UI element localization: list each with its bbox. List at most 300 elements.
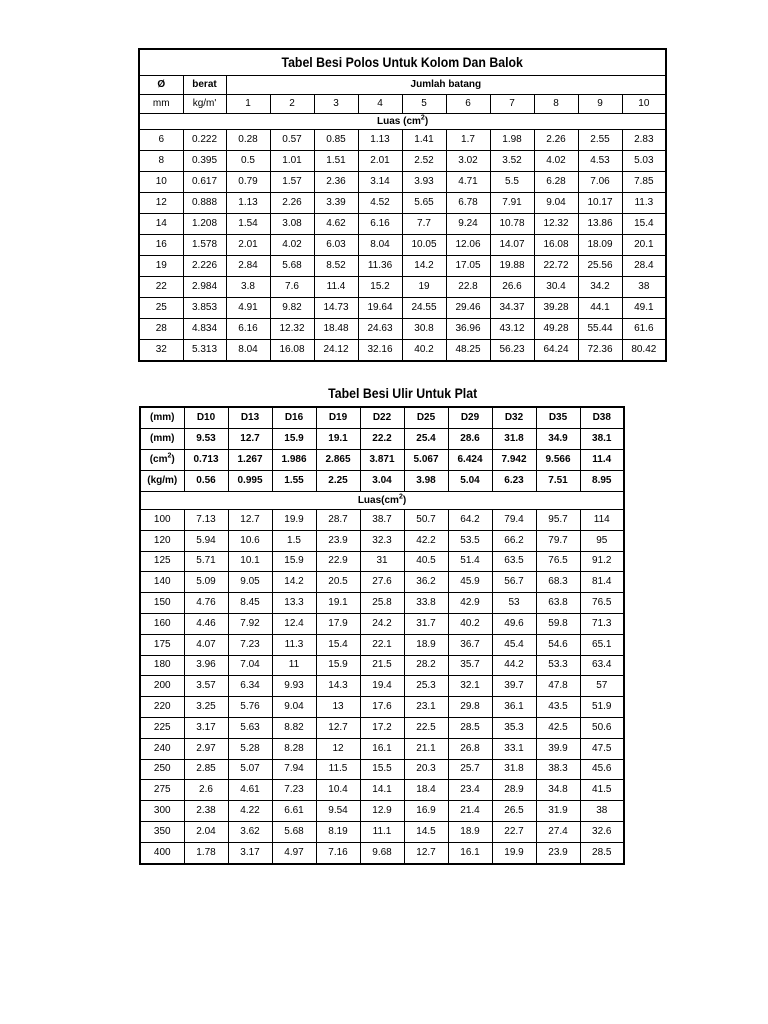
area-cell: 34.37: [490, 298, 534, 319]
area-cell: 23.4: [448, 780, 492, 801]
area-cell: 8.45: [228, 593, 272, 614]
area-cell: 24.55: [402, 298, 446, 319]
area-cell: 12.9: [360, 801, 404, 822]
area-cell: 4.52: [358, 193, 402, 214]
property-row: [140, 429, 624, 450]
area-cell: 3.08: [270, 214, 314, 235]
plain-bar-table: [138, 48, 667, 362]
property-value: D13: [228, 407, 272, 429]
table-row: [139, 256, 666, 277]
area-cell: 19.1: [316, 593, 360, 614]
area-cell: 7.13: [184, 510, 228, 531]
area-cell: 5.07: [228, 759, 272, 780]
area-cell: 3.14: [358, 172, 402, 193]
table-row: [140, 655, 624, 676]
area-cell: 15.9: [272, 551, 316, 572]
area-cell: 3.57: [184, 676, 228, 697]
table2-title: [138, 385, 667, 401]
area-cell: 7.23: [272, 780, 316, 801]
area-cell: 3.39: [314, 193, 358, 214]
area-cell: 6.34: [228, 676, 272, 697]
diameter-cell: 22: [139, 277, 183, 298]
diameter-cell: 8: [139, 151, 183, 172]
table1-title: Tabel Besi Polos Untuk Kolom Dan Balok: [281, 54, 524, 70]
area-label-text: Luas(cm: [357, 494, 399, 506]
table-row: [140, 676, 624, 697]
area-cell: 5.68: [270, 256, 314, 277]
area-cell: 45.4: [492, 634, 536, 655]
table-row: [139, 151, 666, 172]
area-cell: 57: [580, 676, 624, 697]
spacing-cell: 400: [140, 842, 184, 863]
area-cell: 38.3: [536, 759, 580, 780]
area-cell: 2.84: [226, 256, 270, 277]
area-label-row: [140, 492, 624, 510]
area-cell: 21.4: [448, 801, 492, 822]
area-cell: 10.1: [228, 551, 272, 572]
area-cell: 25.56: [578, 256, 622, 277]
area-cell: 28.4: [622, 256, 666, 277]
area-cell: 14.5: [404, 821, 448, 842]
area-cell: 63.8: [536, 593, 580, 614]
weight-cell: 2.984: [183, 277, 226, 298]
area-cell: 1.57: [270, 172, 314, 193]
area-label-close: ): [402, 494, 407, 506]
area-cell: 27.4: [536, 821, 580, 842]
area-cell: 29.46: [446, 298, 490, 319]
property-value: 3.98: [404, 471, 448, 492]
area-cell: 17.6: [360, 697, 404, 718]
property-value: 3.04: [360, 471, 404, 492]
area-cell: 7.92: [228, 613, 272, 634]
area-cell: 15.4: [622, 214, 666, 235]
area-cell: 19.9: [492, 842, 536, 863]
spacing-cell: 125: [140, 551, 184, 572]
area-cell: 22.5: [404, 717, 448, 738]
area-cell: 5.63: [228, 717, 272, 738]
area-cell: 33.1: [492, 738, 536, 759]
area-cell: 0.28: [226, 130, 270, 151]
area-cell: 19.88: [490, 256, 534, 277]
area-cell: 39.28: [534, 298, 578, 319]
diameter-cell: 19: [139, 256, 183, 277]
area-cell: 51.9: [580, 697, 624, 718]
property-value: 9.566: [536, 450, 580, 471]
table-row: [140, 551, 624, 572]
spacing-cell: 300: [140, 801, 184, 822]
area-cell: 15.5: [360, 759, 404, 780]
area-cell: 56.23: [490, 340, 534, 362]
property-row: [140, 450, 624, 471]
area-cell: 76.5: [536, 551, 580, 572]
table-row: [140, 572, 624, 593]
area-cell: 17.05: [446, 256, 490, 277]
property-value: 8.95: [580, 471, 624, 492]
area-cell: 2.97: [184, 738, 228, 759]
area-cell: 4.91: [226, 298, 270, 319]
area-cell: 3.02: [446, 151, 490, 172]
area-cell: 12.4: [272, 613, 316, 634]
deformed-bar-table: [139, 406, 625, 865]
property-value: D32: [492, 407, 536, 429]
spacing-cell: 140: [140, 572, 184, 593]
property-value: 9.53: [184, 429, 228, 450]
weight-cell: 3.853: [183, 298, 226, 319]
table-row: [139, 130, 666, 151]
property-value: 5.04: [448, 471, 492, 492]
property-label-text: (kg/m): [147, 475, 178, 486]
area-cell: 6.03: [314, 235, 358, 256]
weight-cell: 2.226: [183, 256, 226, 277]
area-cell: 1.98: [490, 130, 534, 151]
area-cell: 29.8: [448, 697, 492, 718]
diameter-cell: 28: [139, 319, 183, 340]
area-cell: 51.4: [448, 551, 492, 572]
area-cell: 53.5: [448, 530, 492, 551]
area-cell: 19.4: [360, 676, 404, 697]
property-label-text: (mm): [150, 433, 175, 444]
area-cell: 10.6: [228, 530, 272, 551]
area-cell: 38: [580, 801, 624, 822]
property-value: D35: [536, 407, 580, 429]
area-cell: 4.62: [314, 214, 358, 235]
area-cell: 22.8: [446, 277, 490, 298]
area-cell: 49.6: [492, 613, 536, 634]
diameter-cell: 32: [139, 340, 183, 362]
spacing-cell: 220: [140, 697, 184, 718]
spacing-cell: 150: [140, 593, 184, 614]
area-cell: 9.04: [534, 193, 578, 214]
area-cell: 3.17: [228, 842, 272, 863]
count-header: Jumlah batang: [226, 76, 666, 95]
area-cell: 5.28: [228, 738, 272, 759]
spacing-cell: 200: [140, 676, 184, 697]
area-cell: 12.32: [534, 214, 578, 235]
area-cell: 11.5: [316, 759, 360, 780]
area-cell: 25.8: [360, 593, 404, 614]
area-cell: 16.1: [360, 738, 404, 759]
area-cell: 11.4: [314, 277, 358, 298]
area-cell: 22.7: [492, 821, 536, 842]
area-cell: 79.7: [536, 530, 580, 551]
area-cell: 15.9: [316, 655, 360, 676]
area-cell: 1.54: [226, 214, 270, 235]
area-cell: 2.52: [402, 151, 446, 172]
property-value: 2.865: [316, 450, 360, 471]
spacing-cell: 160: [140, 613, 184, 634]
area-cell: 26.6: [490, 277, 534, 298]
table-row: [140, 634, 624, 655]
area-cell: 53: [492, 593, 536, 614]
area-cell: 12: [316, 738, 360, 759]
property-value: 7.942: [492, 450, 536, 471]
area-cell: 16.08: [270, 340, 314, 362]
area-cell: 9.54: [316, 801, 360, 822]
area-cell: 6.28: [534, 172, 578, 193]
diameter-symbol-header: Ø: [139, 76, 183, 95]
table-row: [140, 801, 624, 822]
area-cell: 32.3: [360, 530, 404, 551]
area-cell: 2.01: [226, 235, 270, 256]
area-cell: 28.7: [316, 510, 360, 531]
area-cell: 28.5: [580, 842, 624, 863]
area-cell: 2.6: [184, 780, 228, 801]
area-label-sup: 2: [420, 114, 425, 122]
area-cell: 5.94: [184, 530, 228, 551]
spacing-cell: 175: [140, 634, 184, 655]
area-cell: 21.1: [404, 738, 448, 759]
area-cell: 7.06: [578, 172, 622, 193]
area-cell: 30.8: [402, 319, 446, 340]
area-cell: 19.64: [358, 298, 402, 319]
diameter-cell: 10: [139, 172, 183, 193]
table-row: [140, 759, 624, 780]
area-cell: 20.1: [622, 235, 666, 256]
area-cell: 2.83: [622, 130, 666, 151]
area-cell: 10.17: [578, 193, 622, 214]
weight-cell: 5.313: [183, 340, 226, 362]
area-cell: 0.79: [226, 172, 270, 193]
area-cell: 18.09: [578, 235, 622, 256]
area-cell: 8.28: [272, 738, 316, 759]
area-cell: 1.01: [270, 151, 314, 172]
property-value: 0.713: [184, 450, 228, 471]
spacing-cell: 100: [140, 510, 184, 531]
weight-cell: 0.617: [183, 172, 226, 193]
property-value: 3.871: [360, 450, 404, 471]
area-cell: 81.4: [580, 572, 624, 593]
area-cell: 7.85: [622, 172, 666, 193]
count-header-cell: 9: [578, 95, 622, 114]
table1-title-cell: [139, 49, 666, 76]
weight-header: berat: [183, 76, 226, 95]
area-cell: 53.3: [536, 655, 580, 676]
area-cell: 61.6: [622, 319, 666, 340]
property-value: 0.995: [228, 471, 272, 492]
area-cell: 49.28: [534, 319, 578, 340]
property-label-text: (cm: [149, 454, 168, 465]
count-header-cell: 10: [622, 95, 666, 114]
area-cell: 40.5: [404, 551, 448, 572]
area-cell: 11.36: [358, 256, 402, 277]
area-cell: 0.5: [226, 151, 270, 172]
area-cell: 15.4: [316, 634, 360, 655]
area-cell: 63.5: [492, 551, 536, 572]
area-cell: 34.2: [578, 277, 622, 298]
property-value: 19.1: [316, 429, 360, 450]
area-cell: 4.71: [446, 172, 490, 193]
area-cell: 38.7: [360, 510, 404, 531]
area-cell: 0.57: [270, 130, 314, 151]
area-cell: 7.23: [228, 634, 272, 655]
area-cell: 12.32: [270, 319, 314, 340]
area-cell: 4.53: [578, 151, 622, 172]
table-row: [140, 717, 624, 738]
area-cell: 47.5: [580, 738, 624, 759]
area-cell: 2.55: [578, 130, 622, 151]
area-cell: 64.24: [534, 340, 578, 362]
area-cell: 14.73: [314, 298, 358, 319]
table-row: [140, 780, 624, 801]
property-value: D19: [316, 407, 360, 429]
area-cell: 14.3: [316, 676, 360, 697]
area-cell: 7.16: [316, 842, 360, 863]
area-cell: 63.4: [580, 655, 624, 676]
property-value: 31.8: [492, 429, 536, 450]
area-cell: 71.3: [580, 613, 624, 634]
area-cell: 26.5: [492, 801, 536, 822]
area-cell: 24.63: [358, 319, 402, 340]
area-cell: 2.04: [184, 821, 228, 842]
area-cell: 23.9: [316, 530, 360, 551]
area-cell: 8.04: [358, 235, 402, 256]
area-cell: 28.2: [404, 655, 448, 676]
area-cell: 7.6: [270, 277, 314, 298]
table1-area-label: [139, 114, 666, 130]
area-cell: 1.13: [358, 130, 402, 151]
area-cell: 40.2: [448, 613, 492, 634]
table-row: [140, 697, 624, 718]
spacing-cell: 250: [140, 759, 184, 780]
area-cell: 36.7: [448, 634, 492, 655]
area-cell: 7.7: [402, 214, 446, 235]
area-cell: 7.91: [490, 193, 534, 214]
diameter-cell: 14: [139, 214, 183, 235]
weight-unit-header: kg/m': [183, 95, 226, 114]
area-cell: 54.6: [536, 634, 580, 655]
area-cell: 11.3: [272, 634, 316, 655]
table-row: [140, 842, 624, 863]
table-row: [139, 277, 666, 298]
area-cell: 36.96: [446, 319, 490, 340]
area-cell: 79.4: [492, 510, 536, 531]
spacing-cell: 180: [140, 655, 184, 676]
area-cell: 66.2: [492, 530, 536, 551]
area-cell: 18.4: [404, 780, 448, 801]
area-cell: 11.1: [360, 821, 404, 842]
area-cell: 31.9: [536, 801, 580, 822]
count-header-cell: 5: [402, 95, 446, 114]
area-cell: 22.72: [534, 256, 578, 277]
weight-cell: 0.395: [183, 151, 226, 172]
diameter-cell: 6: [139, 130, 183, 151]
count-header-cell: 7: [490, 95, 534, 114]
area-cell: 80.42: [622, 340, 666, 362]
area-cell: 4.07: [184, 634, 228, 655]
table-row: [139, 319, 666, 340]
area-cell: 9.68: [360, 842, 404, 863]
count-header-cell: 4: [358, 95, 402, 114]
property-row: [140, 471, 624, 492]
count-header-cell: 6: [446, 95, 490, 114]
area-cell: 9.05: [228, 572, 272, 593]
spacing-cell: 275: [140, 780, 184, 801]
area-cell: 21.5: [360, 655, 404, 676]
area-cell: 20.5: [316, 572, 360, 593]
area-cell: 64.2: [448, 510, 492, 531]
table2-title-text: Tabel Besi Ulir Untuk Plat: [327, 385, 478, 401]
property-value: 34.9: [536, 429, 580, 450]
area-cell: 72.36: [578, 340, 622, 362]
area-cell: 17.9: [316, 613, 360, 634]
property-value: D10: [184, 407, 228, 429]
area-cell: 12.7: [316, 717, 360, 738]
property-label: [140, 407, 184, 429]
weight-cell: 0.888: [183, 193, 226, 214]
area-cell: 6.78: [446, 193, 490, 214]
area-cell: 5.76: [228, 697, 272, 718]
area-cell: 28.5: [448, 717, 492, 738]
area-cell: 2.26: [534, 130, 578, 151]
area-cell: 91.2: [580, 551, 624, 572]
property-label-sup: 2: [167, 452, 172, 460]
area-cell: 16.08: [534, 235, 578, 256]
area-cell: 4.61: [228, 780, 272, 801]
table-row: [139, 214, 666, 235]
area-cell: 14.2: [272, 572, 316, 593]
area-cell: 1.41: [402, 130, 446, 151]
table-row: [139, 172, 666, 193]
table-row: [139, 340, 666, 362]
property-label: [140, 429, 184, 450]
area-cell: 18.9: [448, 821, 492, 842]
area-cell: 9.82: [270, 298, 314, 319]
property-value: D38: [580, 407, 624, 429]
property-label-text: (mm): [150, 412, 175, 423]
area-cell: 5.09: [184, 572, 228, 593]
area-cell: 18.9: [404, 634, 448, 655]
property-value: 6.424: [448, 450, 492, 471]
area-cell: 35.3: [492, 717, 536, 738]
area-cell: 19: [402, 277, 446, 298]
area-cell: 22.9: [316, 551, 360, 572]
area-cell: 31.7: [404, 613, 448, 634]
property-value: 1.986: [272, 450, 316, 471]
area-cell: 49.1: [622, 298, 666, 319]
area-cell: 24.2: [360, 613, 404, 634]
area-cell: 32.6: [580, 821, 624, 842]
table-row: [140, 530, 624, 551]
count-header-cell: 2: [270, 95, 314, 114]
property-value: 25.4: [404, 429, 448, 450]
weight-cell: 1.578: [183, 235, 226, 256]
property-value: 11.4: [580, 450, 624, 471]
area-cell: 12.06: [446, 235, 490, 256]
area-cell: 41.5: [580, 780, 624, 801]
area-cell: 42.2: [404, 530, 448, 551]
property-label-close: ): [171, 454, 175, 465]
area-cell: 11.3: [622, 193, 666, 214]
weight-cell: 4.834: [183, 319, 226, 340]
area-cell: 8.04: [226, 340, 270, 362]
area-cell: 4.46: [184, 613, 228, 634]
property-value: 6.23: [492, 471, 536, 492]
area-cell: 12.7: [228, 510, 272, 531]
area-cell: 11: [272, 655, 316, 676]
area-cell: 44.2: [492, 655, 536, 676]
area-cell: 42.9: [448, 593, 492, 614]
area-cell: 3.52: [490, 151, 534, 172]
property-value: 5.067: [404, 450, 448, 471]
area-cell: 13.86: [578, 214, 622, 235]
area-cell: 16.1: [448, 842, 492, 863]
area-cell: 32.1: [448, 676, 492, 697]
area-cell: 9.24: [446, 214, 490, 235]
area-cell: 3.17: [184, 717, 228, 738]
area-cell: 59.8: [536, 613, 580, 634]
area-cell: 8.52: [314, 256, 358, 277]
count-header-cell: 3: [314, 95, 358, 114]
